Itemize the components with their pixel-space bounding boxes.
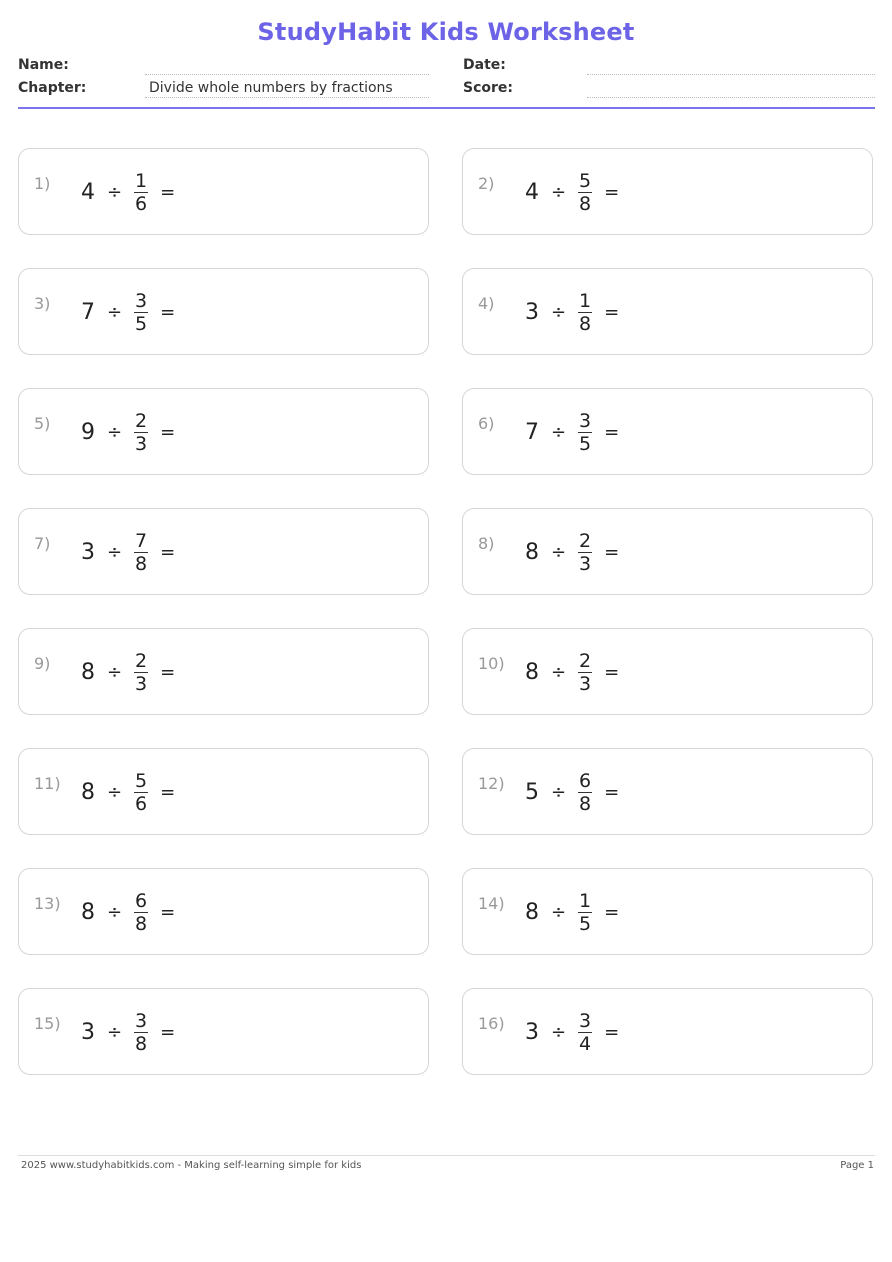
numerator: 3: [135, 1010, 148, 1032]
fraction: [134, 410, 148, 455]
date-field[interactable]: [587, 56, 875, 75]
fraction: [134, 890, 148, 935]
fraction: [134, 1010, 148, 1055]
problem-expression: [525, 749, 619, 836]
divide-sign: ÷: [107, 302, 123, 323]
denominator: 3: [135, 433, 148, 455]
problem-expression: [525, 509, 619, 596]
problem-card[interactable]: [18, 748, 429, 835]
problem-card[interactable]: [18, 628, 429, 715]
problem-card[interactable]: [18, 988, 429, 1075]
numerator: 1: [579, 890, 592, 912]
equals-sign: =: [604, 302, 620, 323]
problem-number: 12): [478, 774, 505, 793]
fraction: [578, 290, 592, 335]
page-number: Page 1: [840, 1160, 874, 1171]
fraction: [134, 770, 148, 815]
divide-sign: ÷: [107, 782, 123, 803]
divide-sign: ÷: [551, 662, 567, 683]
numerator: 3: [135, 290, 148, 312]
problem-expression: [525, 269, 619, 356]
fraction: [578, 530, 592, 575]
score-label: Score:: [463, 80, 513, 96]
problem-expression: [81, 749, 175, 836]
problem-card[interactable]: [18, 388, 429, 475]
whole-number: 8: [81, 780, 95, 805]
equals-sign: =: [160, 902, 176, 923]
problem-number: 5): [34, 414, 51, 433]
problem-card[interactable]: [462, 268, 873, 355]
equals-sign: =: [160, 422, 176, 443]
denominator: 8: [135, 913, 148, 935]
problem-expression: [525, 629, 619, 716]
whole-number: 3: [81, 540, 95, 565]
problem-expression: [81, 269, 175, 356]
divide-sign: ÷: [551, 1022, 567, 1043]
whole-number: 3: [525, 1020, 539, 1045]
fraction: [578, 650, 592, 695]
problem-card[interactable]: [18, 148, 429, 235]
problem-card[interactable]: [462, 868, 873, 955]
problem-number: 7): [34, 534, 51, 553]
problem-number: 11): [34, 774, 61, 793]
divide-sign: ÷: [551, 542, 567, 563]
problem-number: 1): [34, 174, 51, 193]
divide-sign: ÷: [107, 902, 123, 923]
equals-sign: =: [160, 662, 176, 683]
whole-number: 8: [525, 660, 539, 685]
fraction: [134, 530, 148, 575]
denominator: 8: [579, 793, 592, 815]
denominator: 3: [579, 553, 592, 575]
equals-sign: =: [160, 542, 176, 563]
problem-number: 15): [34, 1014, 61, 1033]
worksheet-title: StudyHabit Kids Worksheet: [257, 18, 635, 46]
whole-number: 8: [81, 660, 95, 685]
whole-number: 8: [81, 900, 95, 925]
footer-text: 2025 www.studyhabitkids.com - Making self-learning simple for kids: [21, 1160, 362, 1171]
problem-expression: [525, 869, 619, 956]
numerator: 2: [135, 410, 148, 432]
problem-card[interactable]: [462, 508, 873, 595]
name-field[interactable]: [145, 56, 429, 75]
fraction: [578, 410, 592, 455]
equals-sign: =: [604, 542, 620, 563]
whole-number: 3: [81, 1020, 95, 1045]
date-label: Date:: [463, 57, 506, 73]
numerator: 2: [135, 650, 148, 672]
header-divider: [18, 107, 875, 109]
problem-expression: [81, 149, 175, 236]
numerator: 1: [579, 290, 592, 312]
whole-number: 8: [525, 540, 539, 565]
problem-number: 9): [34, 654, 51, 673]
whole-number: 3: [525, 300, 539, 325]
denominator: 3: [579, 673, 592, 695]
divide-sign: ÷: [107, 662, 123, 683]
equals-sign: =: [160, 302, 176, 323]
denominator: 6: [135, 193, 148, 215]
equals-sign: =: [604, 782, 620, 803]
denominator: 5: [135, 313, 148, 335]
equals-sign: =: [160, 1022, 176, 1043]
problem-card[interactable]: [462, 148, 873, 235]
problem-card[interactable]: [462, 388, 873, 475]
chapter-value: Divide whole numbers by fractions: [149, 80, 393, 96]
problem-card[interactable]: [462, 988, 873, 1075]
chapter-label: Chapter:: [18, 80, 87, 96]
whole-number: 8: [525, 900, 539, 925]
whole-number: 9: [81, 420, 95, 445]
problem-card[interactable]: [18, 868, 429, 955]
divide-sign: ÷: [551, 302, 567, 323]
fraction: [578, 890, 592, 935]
problem-number: 16): [478, 1014, 505, 1033]
divide-sign: ÷: [107, 182, 123, 203]
problem-number: 13): [34, 894, 61, 913]
score-field[interactable]: [587, 79, 875, 98]
denominator: 8: [579, 313, 592, 335]
denominator: 5: [579, 433, 592, 455]
footer-divider: [18, 1155, 875, 1156]
numerator: 5: [135, 770, 148, 792]
whole-number: 7: [81, 300, 95, 325]
whole-number: 4: [525, 180, 539, 205]
fraction: [578, 1010, 592, 1055]
numerator: 5: [579, 170, 592, 192]
denominator: 8: [135, 1033, 148, 1055]
problem-expression: [81, 989, 175, 1076]
numerator: 3: [579, 410, 592, 432]
equals-sign: =: [604, 182, 620, 203]
divide-sign: ÷: [551, 422, 567, 443]
problem-number: 6): [478, 414, 495, 433]
problem-number: 14): [478, 894, 505, 913]
fraction: [578, 770, 592, 815]
denominator: 6: [135, 793, 148, 815]
equals-sign: =: [160, 782, 176, 803]
fraction: [578, 170, 592, 215]
denominator: 3: [135, 673, 148, 695]
divide-sign: ÷: [551, 902, 567, 923]
divide-sign: ÷: [551, 182, 567, 203]
divide-sign: ÷: [107, 542, 123, 563]
problem-number: 3): [34, 294, 51, 313]
whole-number: 4: [81, 180, 95, 205]
divide-sign: ÷: [107, 1022, 123, 1043]
problem-card[interactable]: [18, 508, 429, 595]
denominator: 8: [579, 193, 592, 215]
numerator: 7: [135, 530, 148, 552]
divide-sign: ÷: [551, 782, 567, 803]
problem-number: 10): [478, 654, 505, 673]
equals-sign: =: [604, 422, 620, 443]
problem-card[interactable]: [18, 268, 429, 355]
problem-number: 2): [478, 174, 495, 193]
problem-card[interactable]: [462, 628, 873, 715]
fraction: [134, 290, 148, 335]
name-label: Name:: [18, 57, 69, 73]
equals-sign: =: [604, 1022, 620, 1043]
problem-number: 4): [478, 294, 495, 313]
divide-sign: ÷: [107, 422, 123, 443]
equals-sign: =: [604, 662, 620, 683]
problem-expression: [525, 989, 619, 1076]
denominator: 4: [579, 1033, 592, 1055]
problem-expression: [81, 509, 175, 596]
problem-expression: [525, 149, 619, 236]
problem-card[interactable]: [462, 748, 873, 835]
problem-expression: [525, 389, 619, 476]
whole-number: 5: [525, 780, 539, 805]
problem-expression: [81, 869, 175, 956]
problem-expression: [81, 629, 175, 716]
numerator: 6: [579, 770, 592, 792]
numerator: 6: [135, 890, 148, 912]
problem-number: 8): [478, 534, 495, 553]
fraction: [134, 170, 148, 215]
equals-sign: =: [160, 182, 176, 203]
numerator: 2: [579, 530, 592, 552]
fraction: [134, 650, 148, 695]
denominator: 5: [579, 913, 592, 935]
whole-number: 7: [525, 420, 539, 445]
numerator: 1: [135, 170, 148, 192]
numerator: 3: [579, 1010, 592, 1032]
denominator: 8: [135, 553, 148, 575]
equals-sign: =: [604, 902, 620, 923]
numerator: 2: [579, 650, 592, 672]
problem-expression: [81, 389, 175, 476]
